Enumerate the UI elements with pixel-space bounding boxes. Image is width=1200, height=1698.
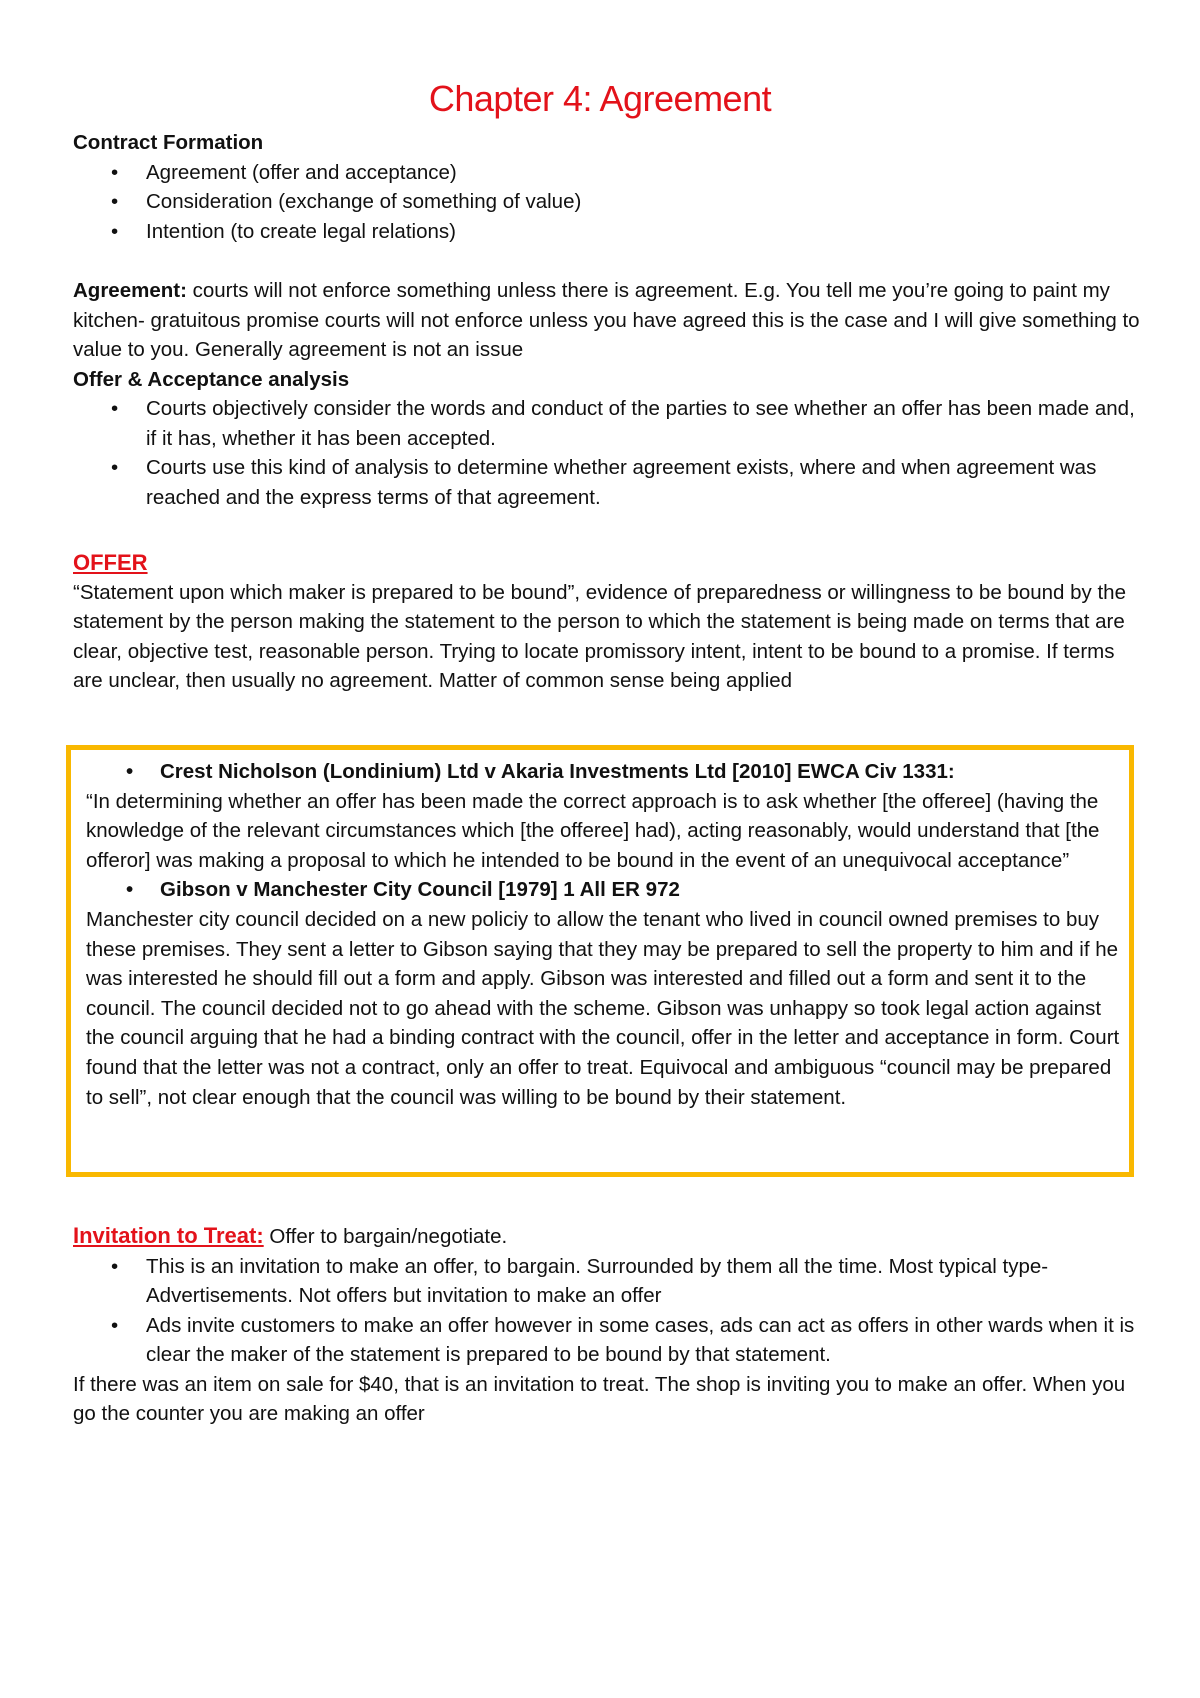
- list-item: • Consideration (exchange of something of value): [73, 187, 1143, 217]
- list-item: • Ads invite customers to make an offer however in some cases, ads can act as offers in other wards when it is clear the maker of the statement is prepared to be bound by that statement.: [73, 1311, 1143, 1370]
- offer-paragraph: “Statement upon which maker is prepared to be bound”, evidence of preparedness or willingness to be bound by the statement by the person making the statement to the person to which the statement is being made on terms that are clear, objective test, reasonable person. Trying to locate promissory intent, intent to be bound to a promise. If terms are unclear, then usually no agreement. Matter of common sense being applied: [73, 580, 1126, 692]
- invitation-section: [73, 1221, 1143, 1429]
- bullet-icon: •: [111, 1254, 119, 1278]
- invitation-list: [73, 1252, 1143, 1370]
- offer-acceptance-list: [73, 394, 1143, 512]
- case1-list: [86, 757, 1131, 787]
- case1-title: • Crest Nicholson (Londinium) Ltd v Akaria Investments Ltd [2010] EWCA Civ 1331:: [86, 757, 1131, 787]
- agreement-label: Agreement:: [73, 279, 187, 302]
- list-item: • Courts use this kind of analysis to determine whether agreement exists, where and when agreement was reached and the express terms of that agreement.: [73, 453, 1143, 512]
- offer-acceptance-heading: Offer & Acceptance analysis: [73, 367, 350, 391]
- contract-formation-list: [73, 158, 1143, 247]
- contract-formation-section: [73, 128, 1143, 246]
- case2-text: Manchester city council decided on a new policiy to allow the tenant who lived in council owned premises to buy these premises. They sent a letter to Gibson saying that they may be prepared to sell the property to him and if he was interested he should fill out a form and apply. Gibson was interested and filled out a form and sent it to the council. The council decided not to go ahead with the scheme. Gibson was unhappy so took legal action against the council arguing that he had a binding contract with the council, offer in the letter and acceptance in form. Court found that the letter was not a contract, only an offer to treat. Equivocal and ambiguous “council may be prepared to sell”, not clear enough that the council was willing to be bound by their statement.: [86, 907, 1120, 1109]
- case-box: [86, 757, 1131, 1112]
- invitation-subtitle: Offer to bargain/negotiate.: [263, 1225, 508, 1248]
- bullet-icon: •: [111, 190, 119, 213]
- bullet-icon: •: [111, 456, 119, 479]
- bullet-icon: •: [126, 878, 134, 902]
- case1-text: “In determining whether an offer has been made the correct approach is to ask whether [the offeree] (having the knowledge of the relevant circumstances which [the offeree] had), acting reasonably, would understand that [the offeror] was making a proposal to which he intended to be bound in the event of an unequivocal acceptance”: [86, 789, 1100, 872]
- invitation-heading: Invitation to Treat:: [73, 1223, 264, 1248]
- contract-formation-heading: Contract Formation: [73, 131, 264, 154]
- page-title: Chapter 4: Agreement: [428, 78, 772, 119]
- bullet-icon: •: [111, 1313, 119, 1337]
- list-item: • This is an invitation to make an offer, to bargain. Surrounded by them all the time. Most typical type- Advertisements. Not offers but invitation to make an offer: [73, 1252, 1143, 1311]
- bullet-icon: •: [111, 160, 119, 184]
- invitation-paragraph: If there was an item on sale for $40, that is an invitation to treat. The shop is inviting you to make an offer. When you go the counter you are making an offer: [73, 1372, 1126, 1425]
- agreement-text: courts will not enforce something unless there is agreement. E.g. You tell me you’re going to paint my kitchen- gratuitous promise courts will not enforce unless you have agreed this is the case and I will give something to value to you. Generally agreement is not an issue: [73, 279, 1140, 361]
- agreement-section: [73, 276, 1143, 512]
- list-item: • Intention (to create legal relations): [73, 217, 1143, 247]
- invitation-heading-line: [73, 1221, 1143, 1252]
- case2-title: • Gibson v Manchester City Council [1979] 1 All ER 972: [86, 875, 1131, 905]
- offer-section: [73, 548, 1143, 696]
- case2-list: [86, 875, 1131, 905]
- list-item: • Agreement (offer and acceptance): [73, 158, 1143, 188]
- bullet-icon: •: [126, 760, 134, 783]
- list-item: • Courts objectively consider the words and conduct of the parties to see whether an offer has been made and, if it has, whether it has been accepted.: [73, 394, 1143, 453]
- agreement-paragraph: [73, 276, 1143, 365]
- bullet-icon: •: [111, 219, 119, 243]
- offer-heading: OFFER: [73, 550, 148, 575]
- bullet-icon: •: [111, 397, 119, 420]
